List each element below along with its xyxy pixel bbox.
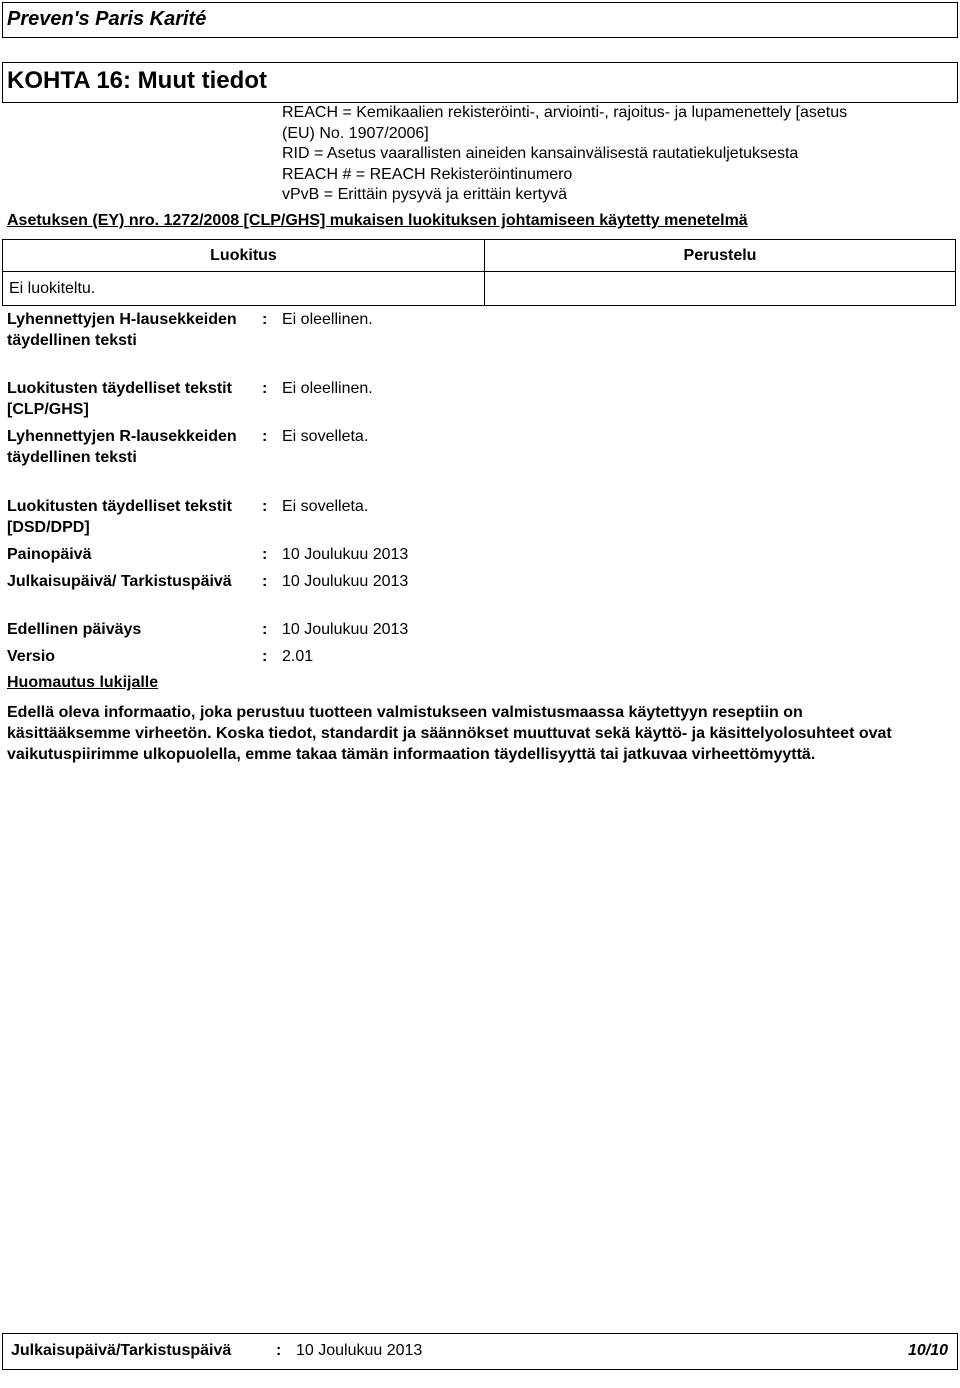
footer-label: Julkaisupäivä/Tarkistuspäivä bbox=[11, 1342, 232, 1359]
product-title: Preven's Paris Karité bbox=[7, 8, 207, 30]
footer-date: 10 Joulukuu 2013 bbox=[296, 1342, 423, 1359]
field-colon: : bbox=[262, 648, 268, 665]
table-header-justification: Perustelu bbox=[485, 240, 956, 272]
page-number: 10/10 bbox=[907, 1342, 948, 1359]
field-colon: : bbox=[262, 428, 268, 445]
footer-colon: : bbox=[276, 1342, 282, 1359]
field-value-previous-date: 10 Joulukuu 2013 bbox=[282, 621, 409, 638]
field-value-h-phrases: Ei oleellinen. bbox=[282, 311, 373, 328]
abbreviation-line: (EU) No. 1907/2006] bbox=[282, 124, 429, 142]
field-label-version: Versio bbox=[7, 648, 56, 665]
field-value-version: 2.01 bbox=[282, 648, 314, 665]
method-heading: Asetuksen (EY) nro. 1272/2008 [CLP/GHS] mukaisen luokituksen johtamiseen käytetty menetelmä bbox=[7, 212, 748, 229]
field-colon: : bbox=[262, 621, 268, 638]
field-colon: : bbox=[262, 498, 268, 515]
field-colon: : bbox=[262, 573, 268, 590]
abbreviation-line: RID = Asetus vaarallisten aineiden kansainvälisestä rautatiekuljetuksesta bbox=[282, 145, 799, 162]
field-value-r-phrases: Ei sovelleta. bbox=[282, 428, 369, 445]
field-value-clp-texts: Ei oleellinen. bbox=[282, 380, 373, 397]
abbreviation-line: REACH = Kemikaalien rekisteröinti-, arviointi-, rajoitus- ja lupamenettely [asetus bbox=[282, 104, 848, 121]
section-title: KOHTA 16: Muut tiedot bbox=[7, 67, 267, 94]
abbreviation-line: vPvB = Erittäin pysyvä ja erittäin kertyvä bbox=[282, 186, 567, 203]
field-colon: : bbox=[262, 546, 268, 563]
field-value-dsd-texts: Ei sovelleta. bbox=[282, 498, 369, 515]
field-label-previous-date: Edellinen päiväys bbox=[7, 621, 142, 638]
classification-table bbox=[2, 239, 956, 306]
table-row bbox=[3, 272, 956, 306]
table-cell-justification bbox=[485, 272, 956, 306]
field-value-print-date: 10 Joulukuu 2013 bbox=[282, 546, 409, 563]
field-colon: : bbox=[262, 380, 268, 397]
field-label-dsd-texts: Luokitusten täydelliset tekstit [DSD/DPD] bbox=[7, 498, 232, 536]
field-label-h-phrases: Lyhennettyjen H-lausekkeiden täydellinen teksti bbox=[7, 311, 237, 349]
notice-title: Huomautus lukijalle bbox=[7, 674, 159, 691]
field-label-clp-texts: Luokitusten täydelliset tekstit [CLP/GHS] bbox=[7, 380, 232, 418]
field-label-print-date: Painopäivä bbox=[7, 546, 92, 563]
abbreviation-line: REACH # = REACH Rekisteröintinumero bbox=[282, 165, 573, 183]
field-value-revision-date: 10 Joulukuu 2013 bbox=[282, 573, 409, 590]
field-label-revision-date: Julkaisupäivä/ Tarkistuspäivä bbox=[7, 573, 232, 590]
field-colon: : bbox=[262, 311, 268, 328]
table-header-classification: Luokitus bbox=[3, 240, 485, 272]
notice-text: Edellä oleva informaatio, joka perustuu tuotteen valmistukseen valmistusmaassa käytettyyn reseptiin on käsittääksemme virheetön. Koska tiedot, standardit ja säännökset muuttuvat sekä käyttö- ja käsittelyolosuhteet ovat vaikutuspiirimme ulkopuolella, emme takaa tämän informaation täydellisyyttä tai jatkuvaa virheettömyyttä. bbox=[7, 704, 892, 763]
field-label-r-phrases: Lyhennettyjen R-lausekkeiden täydellinen teksti bbox=[7, 428, 237, 466]
table-cell-classification: Ei luokiteltu. bbox=[3, 272, 485, 306]
